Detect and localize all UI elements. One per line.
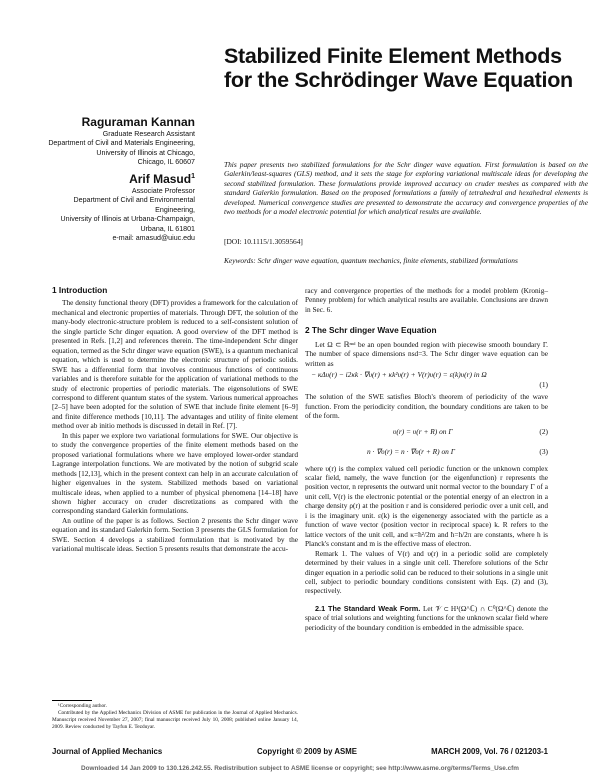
author-email[interactable]: e-mail: amasud@uiuc.edu xyxy=(112,234,195,243)
paragraph: Let Ω ⊂ ℝⁿˢᵈ be an open bounded region with piecewise smooth boundary Γ. The number of space dimensions nsd=3. The Schr dinger wave equation can be written as xyxy=(305,339,548,368)
footnote-contributed: Contributed by the Applied Mechanics Division of ASME for publication in the Journal of Applied Mechanics. Manuscript received November 27, 2007; final manuscript received July 10, 2008; published online January 14, 2009. Review conducted by Tayfun E. Tezduyar. xyxy=(52,709,298,730)
affiliation-line: Engineering, xyxy=(155,205,195,214)
section-heading-introduction: 1 Introduction xyxy=(52,285,108,295)
author-affiliation-1 xyxy=(20,130,195,168)
abstract: This paper presents two stabilized formulations for the Schr dinger wave equation. First formulation is based on the Galerkin/least-squares (GLS) method, and it sets the stage for exploring variational multiscale ideas for developing the second stabilized formulation. These formulations provide improved accuracy on cruder meshes as compared with the standard Galerkin formulation. Based on the proposed formulations a family of tetrahedral and hexahedral elements is developed. Numerical convergence studies are presented to demonstrate the accuracy and convergence properties of the two methods for a model electronic potential for which analytical results are available. xyxy=(224,160,588,217)
affiliation-line: University of Illinois at Urbana-Champaign, xyxy=(60,215,195,224)
download-notice: Downloaded 14 Jan 2009 to 130.126.242.55. Redistribution subject to ASME license or copyright; see http://www.asme.org/terms/Terms_Use.cfm xyxy=(80,765,519,772)
affiliation-line: Associate Professor xyxy=(131,187,195,195)
paragraph: 2.1 The Standard Weak Form. Let 𝒱 ⊂ H¹(Ω^ℂ) ∩ C⁰(Ω^ℂ) denote the space of trial solutions and weighting functions for the unknown scalar field where periodicity of the boundary condition is embedded in the admissible space. xyxy=(305,603,548,632)
affiliation-line: Urbana, IL 61801 xyxy=(140,224,195,233)
author-name-2: Arif Masud$^1$ xyxy=(129,172,195,186)
subsection-heading: 2.1 The Standard Weak Form. xyxy=(315,603,421,613)
paragraph: In this paper we explore two variational formulations for SWE. Our objective is to study the convergence properties of the finite element methods based on the proposed variational formulations where we have employed lower-order standard Lagrange interpolation functions. We are motivated by the notion of subgrid scale methods [12,13], which in the present context can help in an accurate calculation of higher eigenvalues in the system. Stabilized methods based on variational multiscale ideas, when applied to a number of physical phenomena [14–18] have shown higher accuracy on cruder discretizations as compared with the corresponding standard Galerkin formulations. xyxy=(52,430,298,516)
equation-3: n · ∇υ(r) = n · ∇υ(r + R) on Γ (3) xyxy=(367,446,548,456)
paragraph: An outline of the paper is as follows. Section 2 presents the Schr dinger wave equation and its standard Galerkin form. Section 3 presents the GLS formulation for SWE. Section 4 develops a stabilized formulation that is motivated by the variational multiscale ideas. Section 5 presents results that demonstrate the accu- xyxy=(52,515,298,554)
author-affiliation-2 xyxy=(20,187,195,243)
affiliation-line: Department of Civil and Materials Engineering, xyxy=(48,139,195,148)
paper-title: Stabilized Finite Element Methods for the Schrödinger Wave Equation xyxy=(224,44,573,92)
paragraph: racy and convergence properties of the methods for a model problem (Kronig–Penney problem) for which analytical results are available. Conclusions are drawn in Sec. 6. xyxy=(305,286,548,314)
equation-1: − κΔυ(r) − i2κk · ∇υ(r) + κk²υ(r) + V(r)υ(r) = ε(k)υ(r) in Ω (1) xyxy=(311,370,548,390)
paragraph: The solution of the SWE satisfies Bloch's theorem of periodicity of the wave function. From the periodicity condition, the boundary conditions are taken to be of the form. xyxy=(305,392,548,421)
affiliation-line: University of Illinois at Chicago, xyxy=(96,148,195,157)
author-name-1: Raguraman Kannan xyxy=(81,115,195,129)
journal-name: Journal of Applied Mechanics xyxy=(52,747,163,756)
section-heading-swe: 2 The Schr dinger Wave Equation xyxy=(305,325,437,336)
paragraph: Remark 1. The values of V(r) and υ(r) in a periodic solid are completely determined by their values in a single unit cell. Therefore solutions of the Schr dinger equation in a periodic solid can be reduced to their solutions in a single unit cell, subject to periodic boundary conditions consistent with Eqs. (2) and (3), respectively. xyxy=(305,548,548,596)
affiliation-line: Graduate Research Assistant xyxy=(102,130,195,138)
equation-2: υ(r) = υ(r + R) on Γ (2) xyxy=(393,426,548,436)
issue-info: MARCH 2009, Vol. 76 / 021203-1 xyxy=(431,747,548,756)
paragraph: The density functional theory (DFT) provides a framework for the calculation of mechanical and electronic properties of materials. Through DFT, the solution of the many-body electronic-structure problem is reduced to a self-consistent solution of the single particle Schr dinger equation. A good overview of the DFT method is presented in Refs. [1,2] and references therein. The time-independent Schr dinger equation, termed as the Schr dinger wave equation (SWE), is a quantum mechanical equation, which is used to determine the electronic structure of periodic solids. SWE has a differential form that involves continuous functions of continuous variables and is therefore suitable for the application of variational methods to the study of electronic properties of periodic materials. The eigensolutions of SWE correspond to different quantum states of the system. Various numerical approaches [2–5] have been adopted for the solution of SWE that include finite element [6–9] and finite difference methods [10,11]. The advantages and utility of finite element method over ab initio methods is discussed in detail in Ref. [7]. xyxy=(52,298,298,431)
footnotes xyxy=(52,703,298,731)
doi[interactable]: [DOI: 10.1115/1.3059564] xyxy=(224,237,303,246)
keywords: Keywords: Schr dinger wave equation, quantum mechanics, finite elements, stabilized formulations xyxy=(224,256,518,265)
paragraph: where υ(r) is the complex valued cell periodic function or the unknown complex scalar field, namely, the wave function (or the eigenfunction) r represents the position vector, n represents the outward unit normal vector to the boundary Γ of a unit cell, V(r) is the electronic potential or the potential energy of an electron in a charge density ρ(r) at the position r and is considered periodic over a unit cell, and i is the imaginary unit. ε(k) is the eigenenergy associated with the particle as a function of wave vector (position vector in reciprocal space) k. R refers to the lattice vectors of the unit cell, and κ=ħ²/2m and ħ=h/2π are constants, where h is Planck's constant and m is the effective mass of electron. xyxy=(305,463,548,549)
left-column xyxy=(52,286,298,554)
footnote-rule xyxy=(52,700,92,701)
affiliation-line: Department of Civil and Environmental xyxy=(73,196,195,205)
affiliation-line: Chicago, IL 60607 xyxy=(137,158,195,167)
copyright: Copyright © 2009 by ASME xyxy=(257,747,357,756)
footnote-corresponding: ¹Corresponding author. xyxy=(58,703,107,709)
right-column xyxy=(305,286,548,632)
